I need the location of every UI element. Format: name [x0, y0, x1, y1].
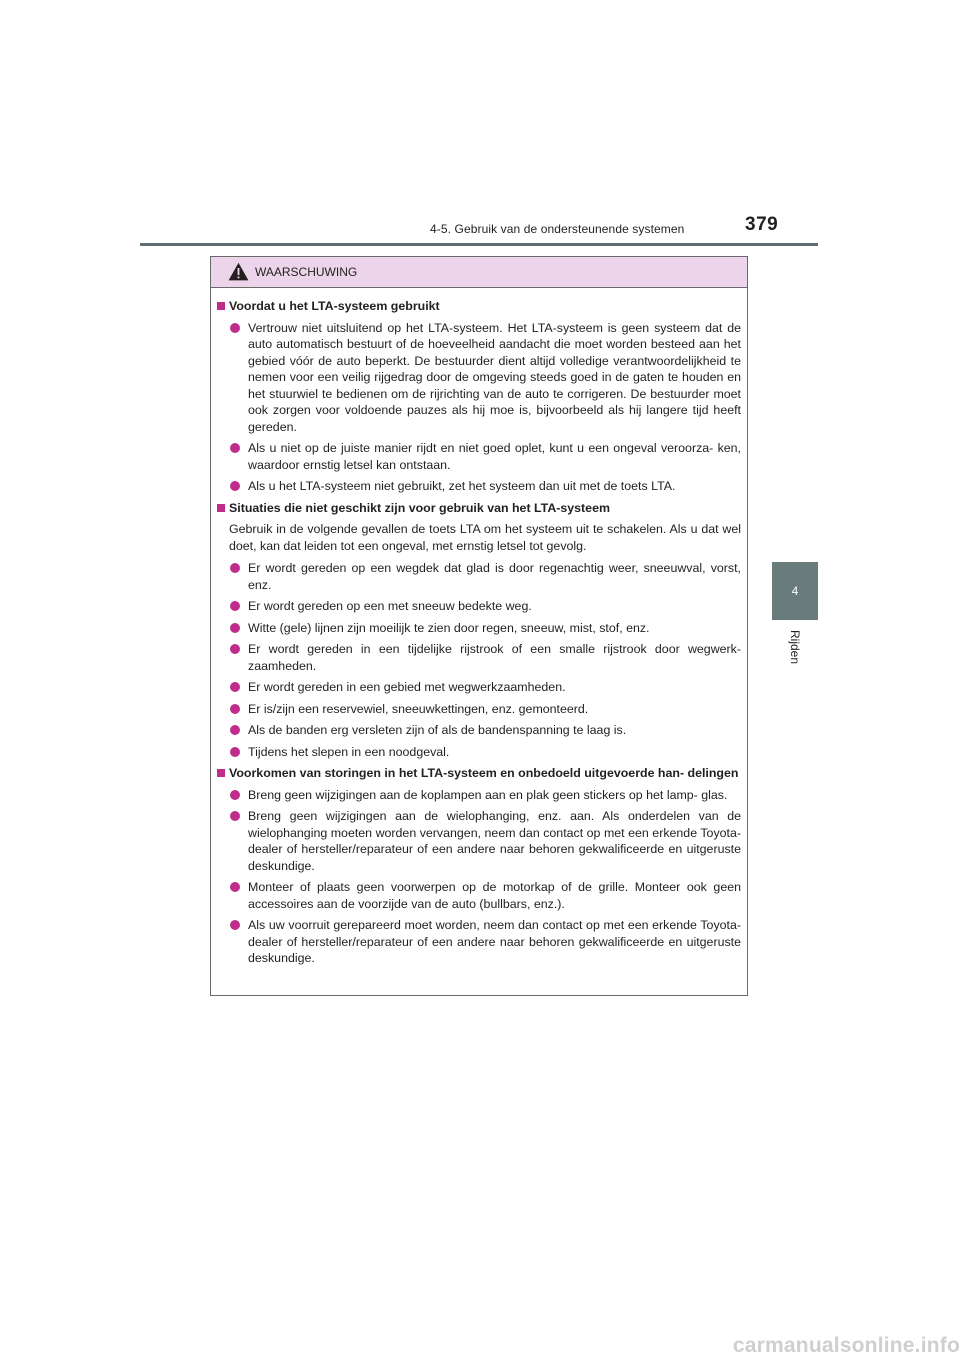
round-bullet-icon [230, 644, 240, 654]
list-item-text: Er wordt gereden in een gebied met wegwerkzaamheden. [248, 680, 566, 694]
list-item-text: Er wordt gereden op een met sneeuw bedekte weg. [248, 599, 532, 613]
list-item [217, 679, 741, 696]
list-item-text: Als u niet op de juiste manier rijdt en niet goed oplet, kunt u een ongeval veroorza- ken, waardoor ernstig letsel kan ontstaan. [248, 441, 741, 472]
list-item [217, 808, 741, 874]
list-item-text: Er wordt gereden op een wegdek dat glad is door regenachtig weer, sneeuwval, vorst, enz. [248, 561, 741, 592]
list-item [217, 478, 741, 495]
watermark: carmanualsonline.info [732, 1334, 960, 1357]
chapter-tab: 4 [772, 562, 818, 620]
round-bullet-icon [230, 790, 240, 800]
square-bullet-icon [217, 302, 225, 310]
square-bullet-icon [217, 504, 225, 512]
list-item-text: Er wordt gereden in een tijdelijke rijstrook of een smalle rijstrook door wegwerk- zaamheden. [248, 642, 741, 673]
round-bullet-icon [230, 920, 240, 930]
list-item-text: Vertrouw niet uitsluitend op het LTA-systeem. Het LTA-systeem is geen systeem dat de auto automatisch bestuurt of de hoeveelheid aandacht die moet worden besteed aan het gebied vóór de auto beperkt. De bestuurder dient altijd volledige verantwoordelijkheid te nemen voor een veilig rijgedrag door de omgeving steeds goed in de gaten te houden en het stuurwiel te bedienen om de rijrichting van de auto te corrigeren. De bestuurder moet ook zorgen voor voldoende pauzes als hij moe is, bijvoorbeeld als hij langere tijd heeft gereden. [248, 320, 741, 434]
list-item-text: Breng geen wijzigingen aan de koplampen aan en plak geen stickers op het lamp- glas. [248, 787, 728, 802]
round-bullet-icon [230, 443, 240, 453]
list-item [217, 641, 741, 674]
list-item-text: Als uw voorruit gerepareerd moet worden, neem dan contact op met een erkende Toyota-dealer of hersteller/reparateur of een andere naar behoren gekwalificeerde en uitgeruste deskundige. [248, 918, 741, 965]
list-item [217, 598, 741, 615]
round-bullet-icon [230, 747, 240, 757]
chapter-label: Rijden [788, 630, 802, 665]
warning-title: WAARSCHUWING [255, 265, 358, 279]
list-item [217, 787, 741, 804]
list-item [217, 560, 741, 593]
list-item-text: Als u het LTA-systeem niet gebruikt, zet het systeem dan uit met de toets LTA. [248, 479, 676, 493]
round-bullet-icon [230, 623, 240, 633]
list-item-text: Breng geen wijzigingen aan de wielophanging, enz. aan. Als onderdelen van de wielophanging moeten worden vervangen, neem dan contact op met een erkende Toyota-dealer of hersteller/reparateur of een andere naar behoren gekwalificeerde en uitgeruste deskundige. [248, 809, 741, 873]
section-heading-text: Voorkomen van storingen in het LTA-systeem en onbedoeld uitgevoerde han- delingen [229, 766, 739, 780]
list-item [217, 744, 741, 761]
warning-body [211, 288, 747, 967]
round-bullet-icon [230, 704, 240, 714]
list-item [217, 620, 741, 637]
square-bullet-icon [217, 769, 225, 777]
round-bullet-icon [230, 481, 240, 491]
list-item [217, 917, 741, 967]
warning-box [210, 256, 748, 996]
section-heading-text: Voordat u het LTA-systeem gebruikt [229, 299, 440, 313]
list-item-text: Tijdens het slepen in een noodgeval. [248, 744, 450, 759]
warning-header [211, 257, 747, 288]
section-heading-text: Situaties die niet geschikt zijn voor gebruik van het LTA-systeem [229, 500, 610, 515]
list-item-text: Monteer of plaats geen voorwerpen op de motorkap of de grille. Monteer ook geen accessoires aan de voorzijde van de auto (bullbars, enz.). [248, 880, 741, 911]
round-bullet-icon [230, 601, 240, 611]
round-bullet-icon [230, 811, 240, 821]
page-number: 379 [745, 214, 779, 235]
list-item-text: Er is/zijn een reservewiel, sneeuwkettingen, enz. gemonteerd. [248, 701, 589, 716]
list-item [217, 440, 741, 473]
section-heading [217, 765, 741, 782]
round-bullet-icon [230, 323, 240, 333]
section-heading [217, 298, 741, 315]
list-item [217, 701, 741, 718]
header-rule [140, 243, 818, 246]
warning-triangle-icon [228, 262, 249, 281]
round-bullet-icon [230, 725, 240, 735]
list-item-text: Als de banden erg versleten zijn of als de bandenspanning te laag is. [248, 723, 627, 737]
section-heading [217, 500, 741, 517]
list-item [217, 320, 741, 436]
list-item-text: Witte (gele) lijnen zijn moeilijk te zien door regen, sneeuw, mist, stof, enz. [248, 620, 650, 635]
round-bullet-icon [230, 563, 240, 573]
section-intro: Gebruik in de volgende gevallen de toets LTA om het systeem uit te schakelen. Als u dat wel doet, kan dat leiden tot een ongeval, met ernstig letsel tot gevolg. [229, 522, 741, 553]
list-item [217, 879, 741, 912]
round-bullet-icon [230, 882, 240, 892]
round-bullet-icon [230, 682, 240, 692]
list-item [217, 722, 741, 739]
running-header-title: 4-5. Gebruik van de ondersteunende systemen [430, 222, 685, 236]
